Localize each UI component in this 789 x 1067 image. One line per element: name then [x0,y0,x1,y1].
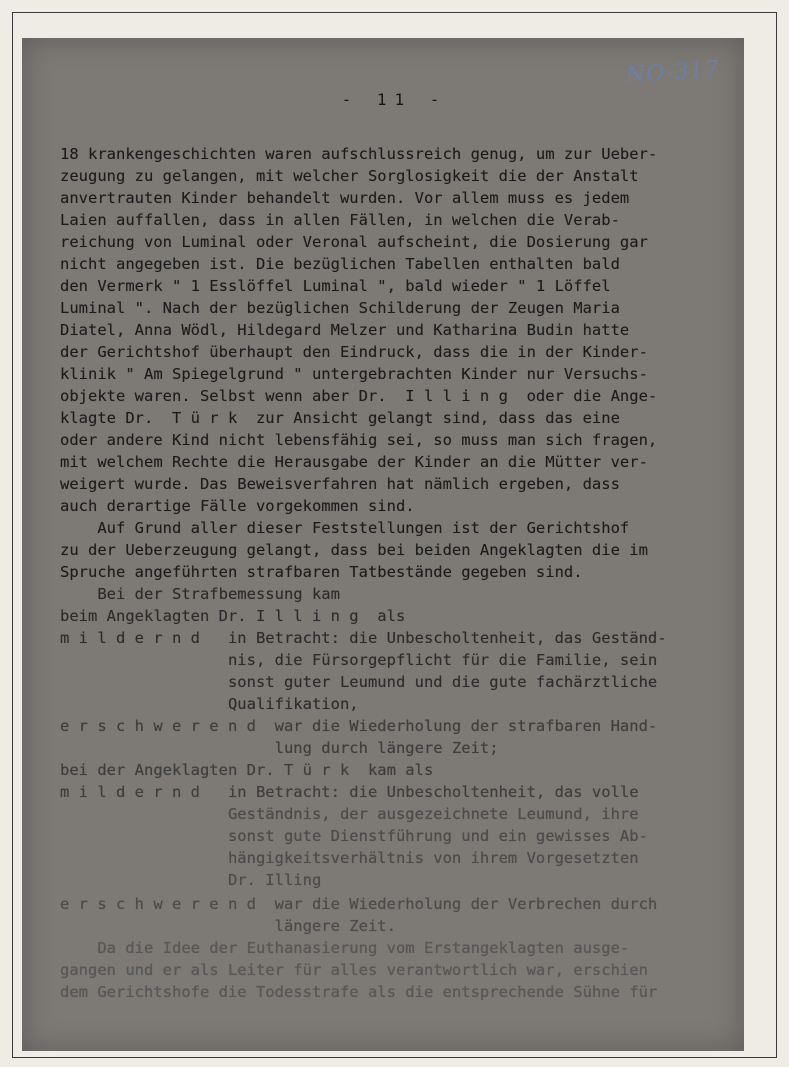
text-line: Laien auffallen, dass in allen Fällen, in welchen die Verab- [60,211,620,229]
text-line: weigert wurde. Das Beweisverfahren hat nämlich ergeben, dass [60,475,620,493]
text-line: lung durch längere Zeit; [60,739,499,757]
text-line: objekte waren. Selbst wenn aber Dr. I l l i n g oder die Ange- [60,387,658,405]
text-line: gangen und er als Leiter für alles verantwortlich war, erschien [60,961,648,979]
text-line: zu der Ueberzeugung gelangt, dass bei beiden Angeklagten die im [60,541,648,559]
text-line: reichung von Luminal oder Veronal aufscheint, die Dosierung gar [60,233,648,251]
text-line: sonst guter Leumund und die gute fachärztliche [60,673,658,691]
text-line: längere Zeit. [60,917,396,935]
text-line: der Gerichtshof überhaupt den Eindruck, dass die in der Kinder- [60,343,648,361]
text-line: Da die Idee der Euthanasierung vom Erstangeklagten ausge- [60,939,630,957]
text-line: bei der Angeklagten Dr. T ü r k kam als [60,761,434,779]
text-line: beim Angeklagten Dr. I l l i n g als [60,607,406,625]
text-line: Dr. Illing [60,871,322,889]
text-line: Auf Grund aller dieser Feststellungen ist der Gerichtshof [60,519,630,537]
text-line: Geständnis, der ausgezeichnete Leumund, ihre [60,805,639,823]
text-line: Luminal ". Nach der bezüglichen Schilderung der Zeugen Maria [60,299,620,317]
text-line: zeugung zu gelangen, mit welcher Sorglosigkeit die der Anstalt [60,167,639,185]
text-line: m i l d e r n d in Betracht: die Unbescholtenheit, das Geständ- [60,629,667,647]
text-line: hängigkeitsverhältnis von ihrem Vorgesetzten [60,849,639,867]
text-line: sonst gute Dienstführung und ein gewisses Ab- [60,827,648,845]
frame-border-right [776,12,777,1057]
text-line: Qualifikation, [60,695,359,713]
frame-border-top [12,12,777,13]
frame-border-bottom [12,1057,777,1058]
text-line: Spruche angeführten strafbaren Tatbestände gegeben sind. [60,563,583,581]
frame-border-left [12,12,13,1057]
text-line: e r s c h w e r e n d war die Wiederholung der Verbrechen durch [60,895,658,913]
handwritten-page-mark: NO-317 [625,56,721,89]
text-line: nicht angegeben ist. Die bezüglichen Tabellen enthalten bald [60,255,620,273]
text-line: oder andere Kind nicht lebensfähig sei, so muss man sich fragen, [60,431,658,449]
text-line: m i l d e r n d in Betracht: die Unbescholtenheit, das volle [60,783,639,801]
text-line: auch derartige Fälle vorgekommen sind. [60,497,415,515]
text-line: Bei der Strafbemessung kam [60,585,340,603]
text-line: klinik " Am Spiegelgrund " untergebrachten Kinder nur Versuchs- [60,365,648,383]
text-line: anvertrauten Kinder behandelt wurden. Vor allem muss es jedem [60,189,630,207]
text-line: nis, die Fürsorgepflicht für die Familie, sein [60,651,658,669]
page-number: - 11 - [341,90,448,109]
text-line: mit welchem Rechte die Herausgabe der Kinder an die Mütter ver- [60,453,648,471]
text-line: e r s c h w e r e n d war die Wiederholung der strafbaren Hand- [60,717,658,735]
text-line: dem Gerichtshofe die Todesstrafe als die entsprechende Sühne für [60,983,658,1001]
text-line: den Vermerk " 1 Esslöffel Luminal ", bald wieder " 1 Löffel [60,277,611,295]
text-line: 18 krankengeschichten waren aufschlussreich genug, um zur Ueber- [60,145,658,163]
text-line: Diatel, Anna Wödl, Hildegard Melzer und Katharina Budin hatte [60,321,630,339]
text-line: klagte Dr. T ü r k zur Ansicht gelangt sind, dass das eine [60,409,620,427]
